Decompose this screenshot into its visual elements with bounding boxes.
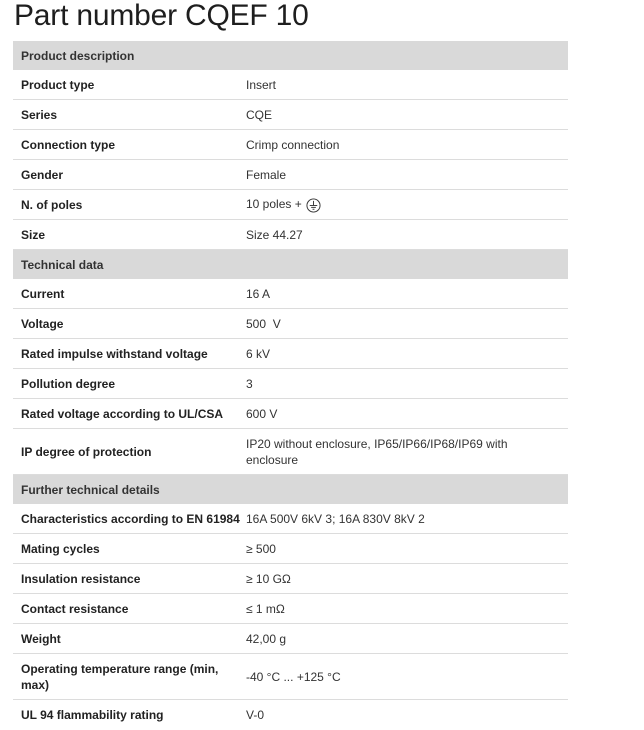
table-row bbox=[13, 564, 568, 594]
row-label: Operating temperature range (min, max) bbox=[21, 661, 219, 692]
earth-ground-icon bbox=[306, 198, 321, 213]
table-row bbox=[13, 70, 568, 100]
row-value: V-0 bbox=[246, 708, 265, 722]
row-label: Rated impulse withstand voltage bbox=[21, 346, 208, 361]
row-label: N. of poles bbox=[21, 197, 83, 212]
row-label: Mating cycles bbox=[21, 541, 100, 556]
row-value bbox=[238, 196, 568, 212]
section-header-further-technical-details: Further technical details bbox=[13, 475, 568, 504]
row-value: Female bbox=[246, 167, 287, 182]
row-value: 16A 500V 6kV 3; 16A 830V 8kV 2 bbox=[246, 511, 425, 526]
row-label: IP degree of protection bbox=[21, 444, 152, 459]
table-row bbox=[13, 130, 568, 160]
table-row bbox=[13, 624, 568, 654]
row-value: 16 A bbox=[246, 286, 271, 301]
row-value: 42,00 g bbox=[246, 631, 287, 646]
row-value: ≥ 500 bbox=[246, 541, 276, 556]
row-label: Connection type bbox=[21, 137, 116, 152]
table-row bbox=[13, 594, 568, 624]
row-value: CQE bbox=[246, 107, 273, 122]
table-row bbox=[13, 279, 568, 309]
row-value: IP20 without enclosure, IP65/IP66/IP68/IP69 with enclosure bbox=[246, 436, 508, 467]
table-row bbox=[13, 160, 568, 190]
row-label: Rated voltage according to UL/CSA bbox=[21, 406, 224, 421]
row-value: 6 kV bbox=[246, 346, 271, 361]
table-row bbox=[13, 504, 568, 534]
row-label: Current bbox=[21, 286, 65, 301]
row-label: Pollution degree bbox=[21, 376, 116, 391]
row-label: UL 94 flammability rating bbox=[21, 708, 164, 722]
row-label: Gender bbox=[21, 167, 64, 182]
row-label: Insulation resistance bbox=[21, 571, 141, 586]
row-label: Weight bbox=[21, 631, 61, 646]
row-value: Insert bbox=[246, 77, 277, 92]
row-label: Characteristics according to EN 61984 bbox=[21, 511, 240, 526]
row-label: Size bbox=[21, 227, 46, 242]
table-row bbox=[13, 700, 568, 730]
page-title: Part number CQEF 10 bbox=[14, 0, 309, 32]
table-row bbox=[13, 190, 568, 220]
row-label: Product type bbox=[21, 77, 95, 92]
row-value: 600 V bbox=[246, 406, 278, 421]
spec-table bbox=[13, 41, 568, 730]
table-row bbox=[13, 654, 568, 700]
row-value: Crimp connection bbox=[246, 137, 340, 152]
row-value: Size 44.27 bbox=[246, 227, 303, 242]
table-row bbox=[13, 339, 568, 369]
section-header-technical-data: Technical data bbox=[13, 250, 568, 279]
table-row bbox=[13, 309, 568, 339]
table-row bbox=[13, 429, 568, 475]
row-value: 500 V bbox=[246, 316, 281, 331]
row-label: Voltage bbox=[21, 316, 64, 331]
table-row bbox=[13, 399, 568, 429]
row-value: ≥ 10 GΩ bbox=[246, 571, 291, 586]
table-row bbox=[13, 220, 568, 250]
row-label: Series bbox=[21, 107, 58, 122]
table-row bbox=[13, 100, 568, 130]
row-value: -40 °C ... +125 °C bbox=[246, 669, 341, 684]
section-header-product-description: Product description bbox=[13, 41, 568, 70]
poles-text: 10 poles + bbox=[246, 197, 302, 212]
row-value: 3 bbox=[246, 376, 253, 391]
row-label: Contact resistance bbox=[21, 601, 129, 616]
row-value: ≤ 1 mΩ bbox=[246, 601, 285, 616]
table-row bbox=[13, 534, 568, 564]
table-row bbox=[13, 369, 568, 399]
